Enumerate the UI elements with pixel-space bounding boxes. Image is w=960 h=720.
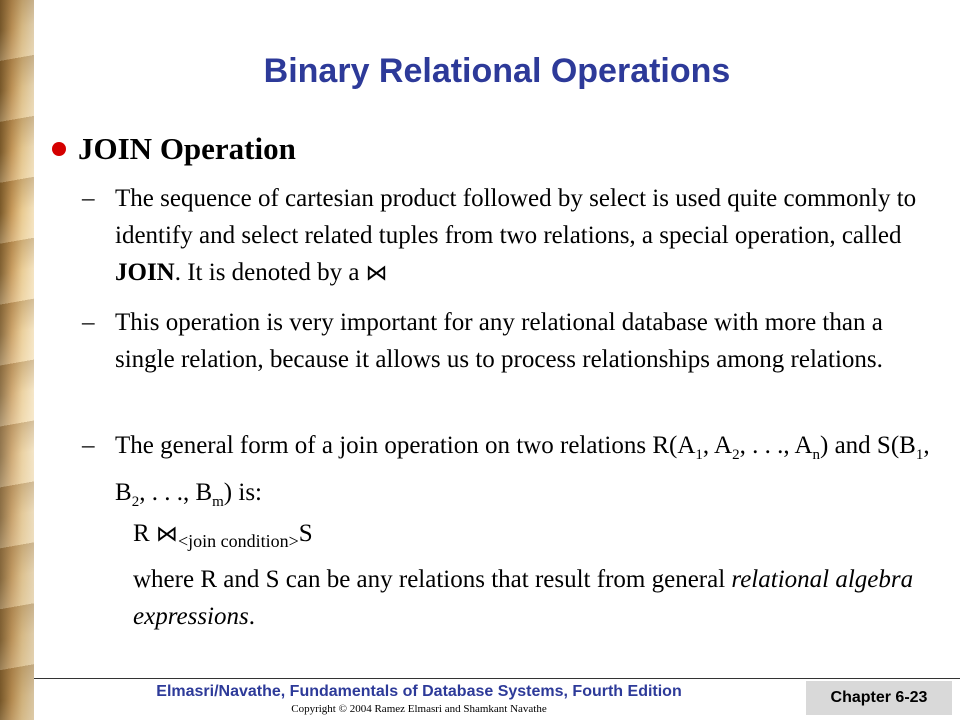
bullet-heading [52, 131, 296, 167]
bowtie-symbol-icon: ⋈ [365, 261, 388, 286]
p3-text: The general form of a join operation on two relations $R(A_1$, $A_2$, . . ., $A_n$) and $S(B_1$, $B_2$, . . ., $B_m$) is: [115, 432, 930, 510]
paragraph-1 [82, 180, 932, 292]
decorative-sand-strip [0, 0, 34, 720]
dash-marker: – [82, 185, 95, 212]
paragraph-2 [82, 304, 932, 378]
where-clause: where R and S can be any relations that result from general relational algebra expressions. [133, 566, 914, 630]
chapter-badge: Chapter 6-23 [806, 681, 952, 715]
slide-title: Binary Relational Operations [263, 52, 731, 90]
p1-text: The sequence of cartesian product followed by select is used quite commonly to identify and select related tuples from two relations, a special operation, called [115, 185, 917, 249]
join-formula: R $⋈_{<join condition>}S$ [133, 520, 313, 551]
dash-marker: – [82, 432, 95, 459]
join-condition: <join condition> [177, 531, 299, 551]
heading-text: JOIN Operation [78, 131, 296, 166]
footer-book-title: Elmasri/Navathe, Fundamentals of Database Systems, Fourth Edition [156, 683, 682, 700]
p1-text-end: . It is denoted by a [174, 259, 366, 286]
bowtie-symbol-icon: ⋈ [155, 522, 178, 547]
dash-marker: – [82, 309, 95, 336]
paragraph-3 [82, 427, 932, 521]
where-italic: relational algebra expressions [133, 566, 914, 630]
footer-divider [34, 678, 960, 679]
p1-join-bold: JOIN [115, 259, 175, 286]
footer-copyright: Copyright © 2004 Ramez Elmasri and Shamkant Navathe [291, 703, 547, 715]
p2-text: This operation is very important for any relational database with more than a single relation, because it allows us to process relationships among relations. [115, 309, 883, 373]
bullet-dot-icon [52, 142, 66, 156]
